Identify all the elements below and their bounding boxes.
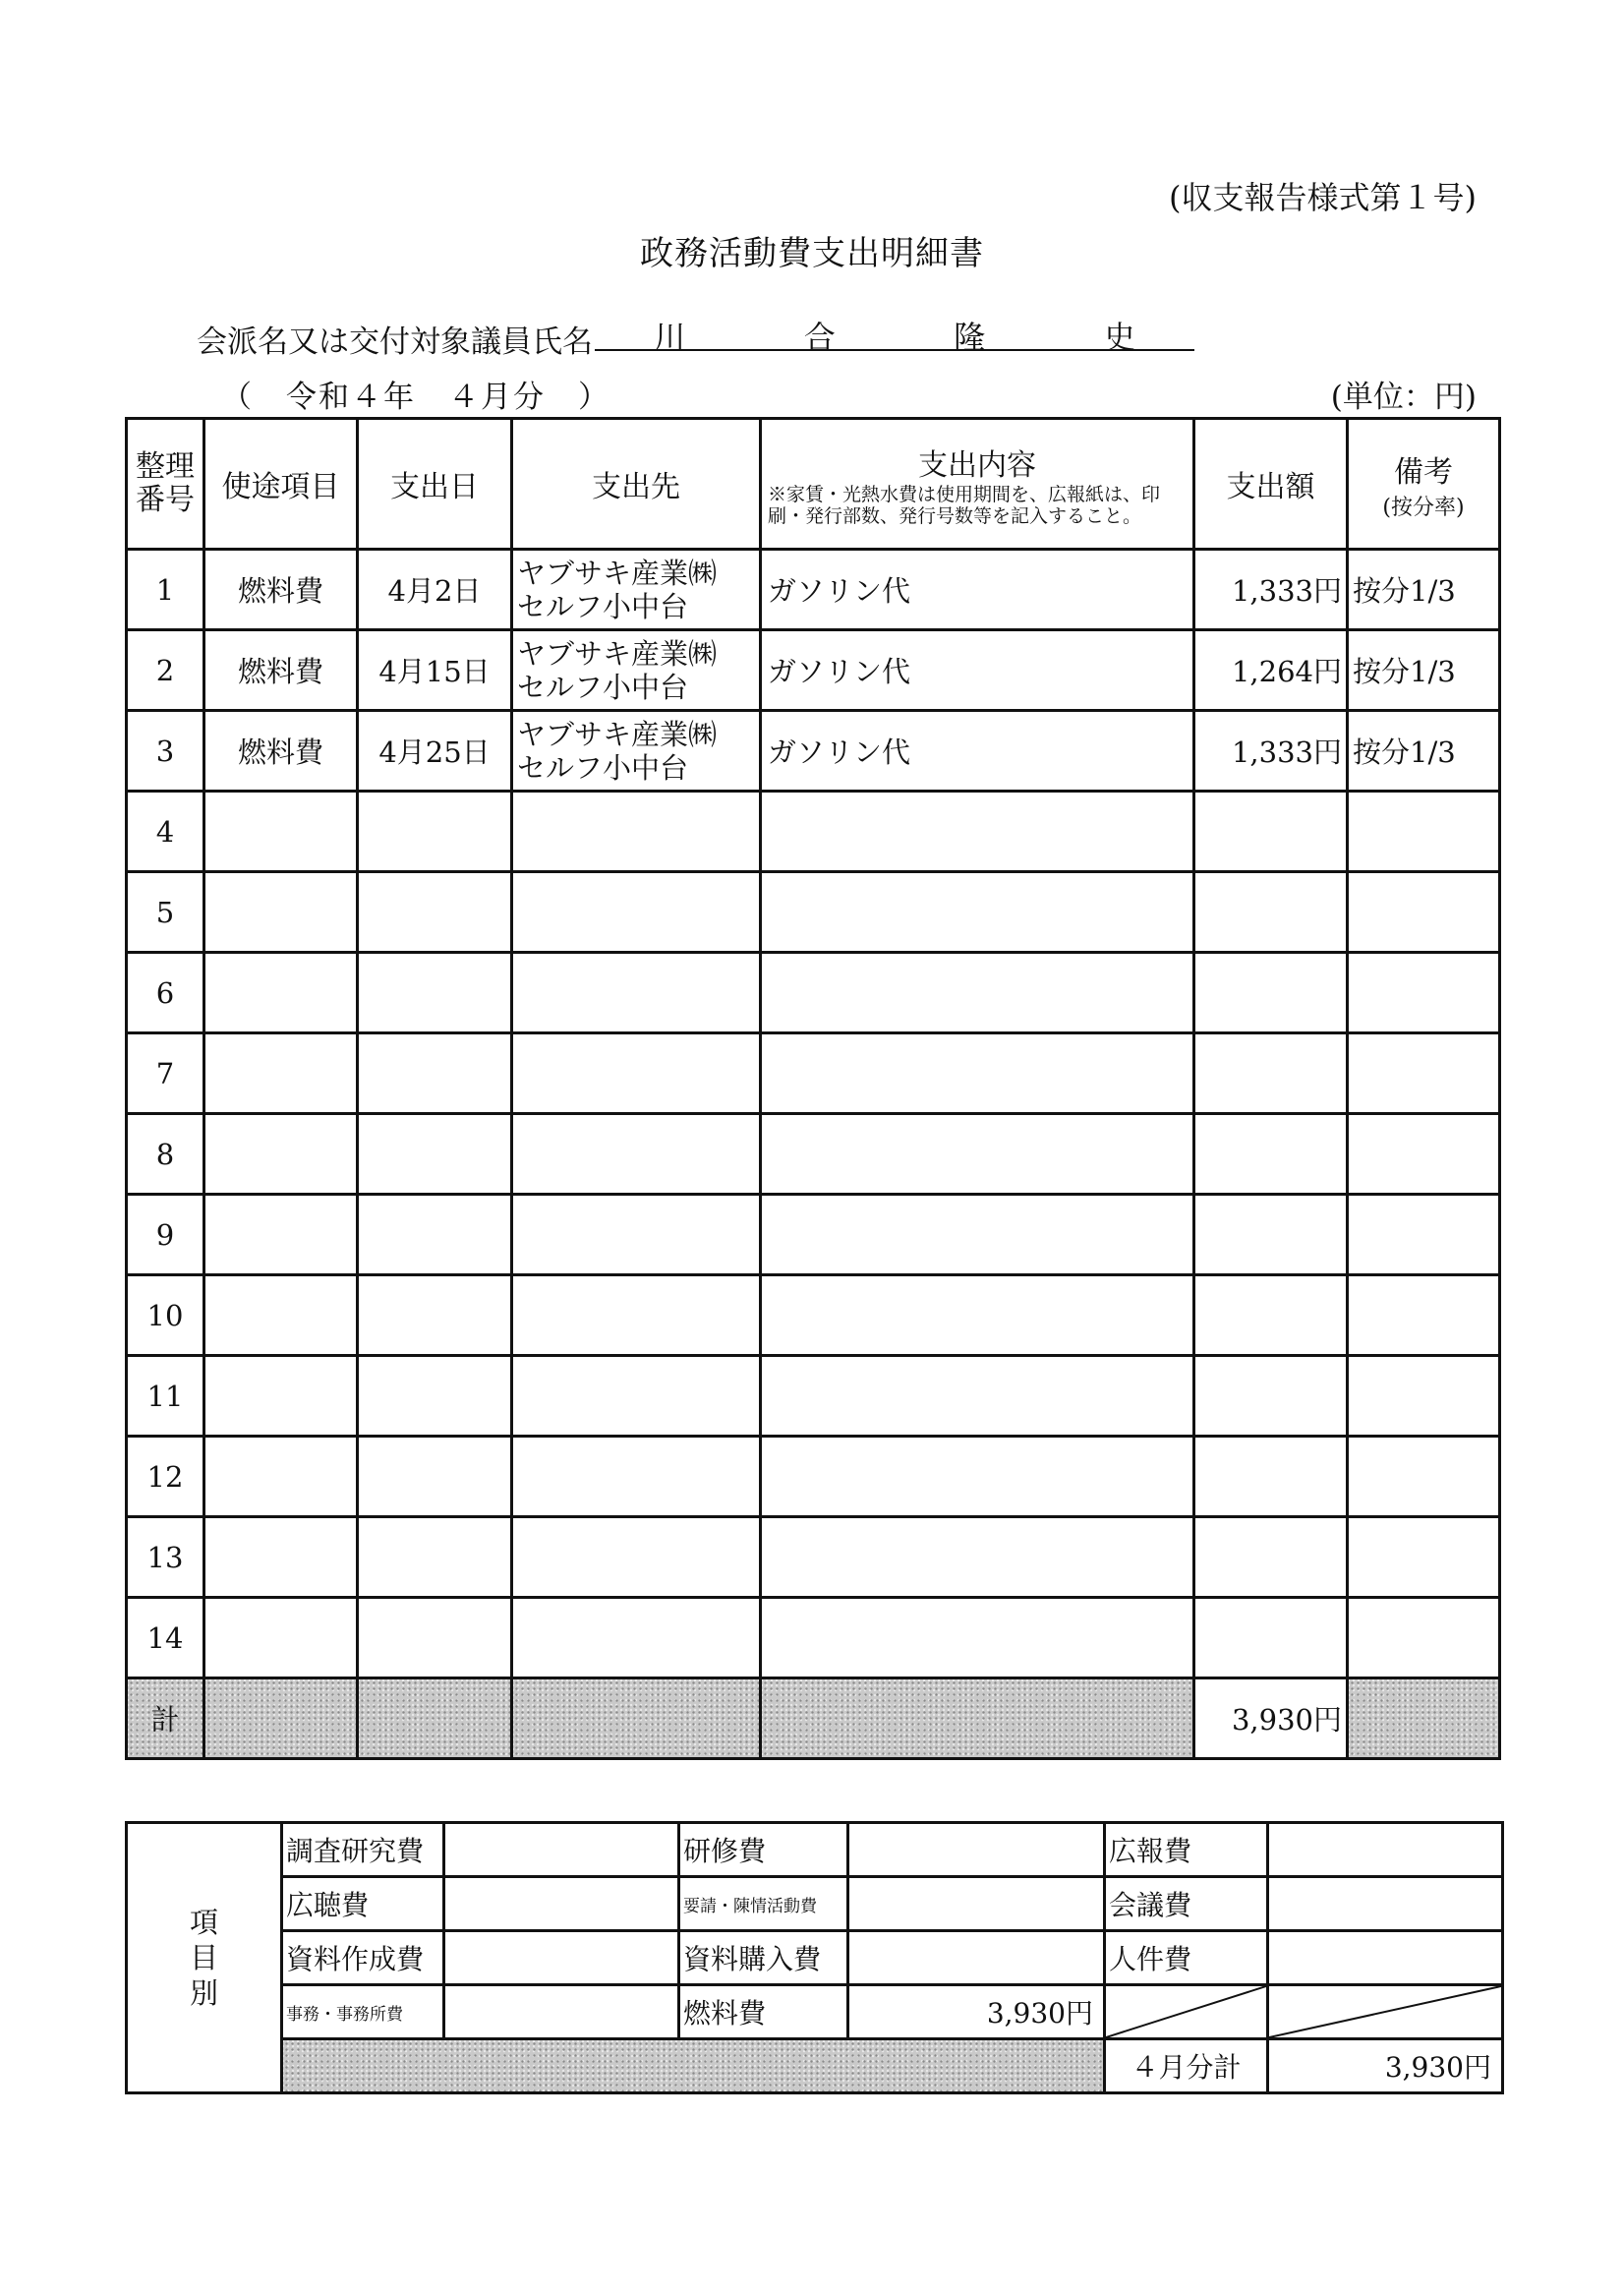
header-content-title: 支出内容 xyxy=(918,448,1036,483)
row-payee xyxy=(512,1195,761,1275)
row-note: 按分1/3 xyxy=(1348,550,1500,630)
row-payee xyxy=(512,792,761,872)
cat-office-label: 事務・事務所費 xyxy=(282,1985,444,2039)
row-content: ガソリン代 xyxy=(761,550,1194,630)
table-row xyxy=(127,872,1500,953)
row-date xyxy=(358,872,512,953)
row-category: 燃料費 xyxy=(204,711,358,792)
row-date xyxy=(358,792,512,872)
cat-meeting-amount xyxy=(1268,1877,1503,1931)
header-remarks-title: 備考 xyxy=(1394,454,1453,490)
table-row xyxy=(127,1437,1500,1517)
category-side-label xyxy=(127,1823,282,2093)
row-payee xyxy=(512,1033,761,1114)
diagonal-cell xyxy=(1268,1985,1503,2039)
member-name xyxy=(595,313,1194,358)
row-amount: 1,333円 xyxy=(1194,711,1348,792)
table-row xyxy=(127,1356,1500,1437)
header-number: 整理番号 xyxy=(127,419,204,550)
table-row xyxy=(127,1195,1500,1275)
category-row xyxy=(127,1985,1503,2039)
row-payee xyxy=(512,1275,761,1356)
row-amount xyxy=(1194,872,1348,953)
row-number: 6 xyxy=(127,953,204,1033)
header-payee: 支出先 xyxy=(512,419,761,550)
table-row xyxy=(127,1114,1500,1195)
row-number: 2 xyxy=(127,630,204,711)
row-category xyxy=(204,1275,358,1356)
row-number: 9 xyxy=(127,1195,204,1275)
unit-label: (単位：円) xyxy=(1330,380,1477,415)
row-payee xyxy=(512,953,761,1033)
row-date xyxy=(358,953,512,1033)
table-row xyxy=(127,550,1500,630)
row-content xyxy=(761,872,1194,953)
row-number: 10 xyxy=(127,1275,204,1356)
row-amount xyxy=(1194,1598,1348,1678)
row-category xyxy=(204,792,358,872)
cat-doc-making-amount xyxy=(444,1931,679,1985)
row-date xyxy=(358,1033,512,1114)
cat-research-label: 調査研究費 xyxy=(282,1823,444,1877)
header-content-note: ※家賃・光熱水費は使用期間を、広報紙は、印刷・発行部数、発行号数等を記入すること。 xyxy=(768,484,1161,527)
row-content xyxy=(761,1195,1194,1275)
name-row xyxy=(197,317,593,361)
name-char: 隆 xyxy=(954,319,986,356)
diagonal-line xyxy=(1106,1986,1266,2037)
diagonal-line xyxy=(1269,1986,1501,2037)
header-date: 支出日 xyxy=(358,419,512,550)
row-category xyxy=(204,953,358,1033)
cat-research-amount xyxy=(444,1823,679,1877)
table-row xyxy=(127,711,1500,792)
row-payee-line1: ヤブサキ産業㈱ xyxy=(517,636,718,671)
row-number: 14 xyxy=(127,1598,204,1678)
row-amount xyxy=(1194,1033,1348,1114)
row-content xyxy=(761,792,1194,872)
row-content xyxy=(761,1356,1194,1437)
row-category xyxy=(204,872,358,953)
row-payee xyxy=(512,550,761,630)
row-date: 4月2日 xyxy=(358,550,512,630)
header-category: 使途項目 xyxy=(204,419,358,550)
row-number: 5 xyxy=(127,872,204,953)
row-amount xyxy=(1194,1114,1348,1195)
row-payee xyxy=(512,872,761,953)
row-content xyxy=(761,1598,1194,1678)
side-char: 項 xyxy=(189,1906,218,1939)
cat-training-amount xyxy=(848,1823,1105,1877)
cat-pr-amount xyxy=(1268,1823,1503,1877)
row-note xyxy=(1348,1195,1500,1275)
row-payee xyxy=(512,1598,761,1678)
expense-table xyxy=(125,417,1501,1760)
category-total-row xyxy=(127,2039,1503,2093)
row-number: 7 xyxy=(127,1033,204,1114)
row-note xyxy=(1348,1598,1500,1678)
row-amount xyxy=(1194,1437,1348,1517)
row-payee-line2: セルフ小中台 xyxy=(517,589,689,623)
row-content xyxy=(761,1033,1194,1114)
row-content xyxy=(761,953,1194,1033)
name-char: 川 xyxy=(654,319,686,356)
table-row xyxy=(127,630,1500,711)
row-content xyxy=(761,1517,1194,1598)
row-category xyxy=(204,1517,358,1598)
table-header-row xyxy=(127,419,1500,550)
row-date xyxy=(358,1114,512,1195)
cat-doc-purchase-amount xyxy=(848,1931,1105,1985)
row-date xyxy=(358,1517,512,1598)
name-label: 会派名又は交付対象議員氏名 xyxy=(197,324,593,360)
month-total-amount: 3,930円 xyxy=(1268,2039,1503,2093)
row-note xyxy=(1348,872,1500,953)
row-date xyxy=(358,1437,512,1517)
row-payee xyxy=(512,630,761,711)
side-char: 目 xyxy=(189,1941,218,1974)
page-title: 政務活動費支出明細書 xyxy=(640,234,984,273)
row-payee xyxy=(512,711,761,792)
cat-petition-amount xyxy=(848,1877,1105,1931)
row-amount xyxy=(1194,1275,1348,1356)
total-shade xyxy=(512,1678,761,1759)
row-note xyxy=(1348,792,1500,872)
name-underline xyxy=(595,349,1194,351)
table-row xyxy=(127,1033,1500,1114)
row-payee xyxy=(512,1114,761,1195)
row-payee-line1: ヤブサキ産業㈱ xyxy=(517,717,718,751)
row-category xyxy=(204,1114,358,1195)
row-amount xyxy=(1194,1517,1348,1598)
table-row xyxy=(127,1275,1500,1356)
row-content xyxy=(761,1437,1194,1517)
name-char: 合 xyxy=(803,319,836,356)
row-category xyxy=(204,1598,358,1678)
row-content xyxy=(761,1114,1194,1195)
row-amount xyxy=(1194,953,1348,1033)
header-remarks-sub: (按分率) xyxy=(1382,495,1465,520)
row-note xyxy=(1348,1033,1500,1114)
row-content xyxy=(761,1275,1194,1356)
row-note xyxy=(1348,1114,1500,1195)
row-number: 8 xyxy=(127,1114,204,1195)
row-content: ガソリン代 xyxy=(761,630,1194,711)
total-label: 計 xyxy=(127,1678,204,1759)
row-category: 燃料費 xyxy=(204,550,358,630)
name-char: 史 xyxy=(1103,319,1135,356)
category-row xyxy=(127,1931,1503,1985)
row-date: 4月15日 xyxy=(358,630,512,711)
row-number: 13 xyxy=(127,1517,204,1598)
row-category xyxy=(204,1195,358,1275)
row-note xyxy=(1348,1517,1500,1598)
row-payee xyxy=(512,1437,761,1517)
table-row xyxy=(127,1517,1500,1598)
row-amount xyxy=(1194,792,1348,872)
total-shade xyxy=(1348,1678,1500,1759)
row-note: 按分1/3 xyxy=(1348,711,1500,792)
side-char: 別 xyxy=(189,1976,218,2010)
row-payee xyxy=(512,1517,761,1598)
cat-petition-label: 要請・陳情活動費 xyxy=(679,1877,848,1931)
row-date xyxy=(358,1275,512,1356)
row-category xyxy=(204,1437,358,1517)
month-total-label: ４月分計 xyxy=(1105,2039,1268,2093)
row-category: 燃料費 xyxy=(204,630,358,711)
row-payee-line2: セルフ小中台 xyxy=(517,750,689,785)
cat-office-amount xyxy=(444,1985,679,2039)
diagonal-cell xyxy=(1105,1985,1268,2039)
table-row xyxy=(127,792,1500,872)
table-row xyxy=(127,953,1500,1033)
total-amount: 3,930円 xyxy=(1194,1678,1348,1759)
period: （ 令和４年 ４月分 ） xyxy=(221,380,610,415)
header-remarks xyxy=(1348,419,1500,550)
row-date: 4月25日 xyxy=(358,711,512,792)
row-note xyxy=(1348,1275,1500,1356)
row-amount: 1,264円 xyxy=(1194,630,1348,711)
row-amount: 1,333円 xyxy=(1194,550,1348,630)
total-shade xyxy=(761,1678,1194,1759)
cat-personnel-label: 人件費 xyxy=(1105,1931,1268,1985)
cat-fuel-amount: 3,930円 xyxy=(848,1985,1105,2039)
row-note xyxy=(1348,953,1500,1033)
row-date xyxy=(358,1356,512,1437)
header-content xyxy=(761,419,1194,550)
cat-training-label: 研修費 xyxy=(679,1823,848,1877)
total-shade xyxy=(204,1678,358,1759)
row-number: 4 xyxy=(127,792,204,872)
row-category xyxy=(204,1356,358,1437)
category-summary-table xyxy=(125,1821,1504,2094)
row-content: ガソリン代 xyxy=(761,711,1194,792)
row-number: 3 xyxy=(127,711,204,792)
category-row xyxy=(127,1877,1503,1931)
total-shade xyxy=(358,1678,512,1759)
cat-fuel-label: 燃料費 xyxy=(679,1985,848,2039)
row-amount xyxy=(1194,1356,1348,1437)
total-row xyxy=(127,1678,1500,1759)
cat-hearing-amount xyxy=(444,1877,679,1931)
cat-meeting-label: 会議費 xyxy=(1105,1877,1268,1931)
row-date xyxy=(358,1598,512,1678)
row-payee xyxy=(512,1356,761,1437)
table-row xyxy=(127,1598,1500,1678)
cat-doc-purchase-label: 資料購入費 xyxy=(679,1931,848,1985)
total-shade xyxy=(282,2039,1105,2093)
row-number: 12 xyxy=(127,1437,204,1517)
row-number: 1 xyxy=(127,550,204,630)
cat-pr-label: 広報費 xyxy=(1105,1823,1268,1877)
header-amount: 支出額 xyxy=(1194,419,1348,550)
row-payee-line1: ヤブサキ産業㈱ xyxy=(517,556,718,590)
row-date xyxy=(358,1195,512,1275)
row-payee-line2: セルフ小中台 xyxy=(517,670,689,704)
category-row xyxy=(127,1823,1503,1877)
form-number: (収支報告様式第１号) xyxy=(1169,179,1477,216)
row-amount xyxy=(1194,1195,1348,1275)
cat-personnel-amount xyxy=(1268,1931,1503,1985)
cat-doc-making-label: 資料作成費 xyxy=(282,1931,444,1985)
cat-hearing-label: 広聴費 xyxy=(282,1877,444,1931)
row-number: 11 xyxy=(127,1356,204,1437)
row-note xyxy=(1348,1356,1500,1437)
row-note: 按分1/3 xyxy=(1348,630,1500,711)
row-note xyxy=(1348,1437,1500,1517)
row-category xyxy=(204,1033,358,1114)
